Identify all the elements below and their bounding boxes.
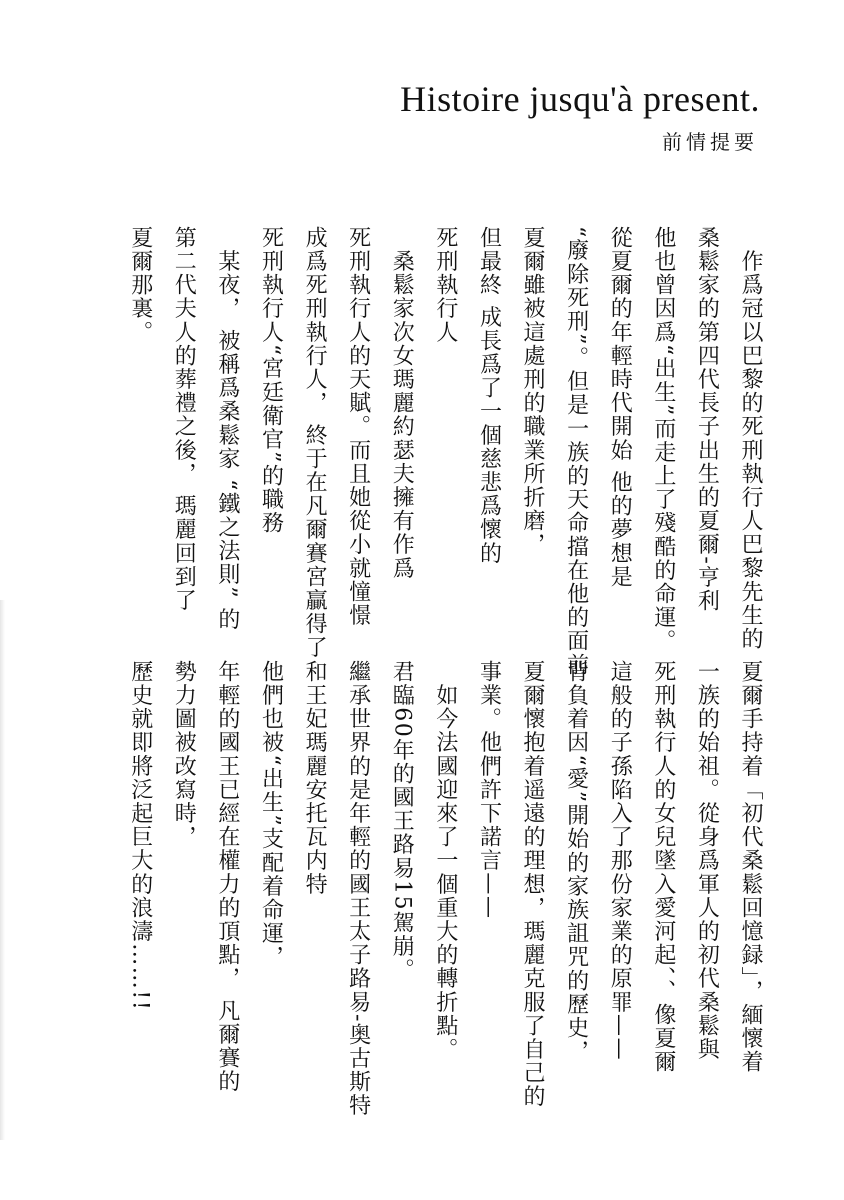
text-line: 夏爾手持着「初代桑鬆回憶録」，緬懷着 xyxy=(738,660,763,1074)
text-line: 勢力圖被改寫時， xyxy=(171,660,197,849)
text-line: 從夏爾的年輕時代開始 他的夢想是 xyxy=(607,226,633,589)
text-line: 死刑執行人的天賦。而且她從小就憧憬 xyxy=(345,226,371,628)
text-line: 事業。他們許下諾言—— xyxy=(476,660,502,920)
text-block-bottom xyxy=(118,660,772,1118)
text-line: 某夜， 被稱爲桑鬆家 “鐵之法則” 的 xyxy=(214,226,240,632)
text-line: 這般的子孫陷入了那份家業的原罪—— xyxy=(607,660,633,1062)
text-line: 死刑執行人“宮廷衛官”的職務 xyxy=(258,226,284,535)
text-line: 和王妃瑪麗安托瓦内特 xyxy=(302,660,328,896)
text-line: 一族的始祖。從身爲軍人的初代桑鬆與 xyxy=(694,660,720,1062)
text-line: 桑鬆家次女瑪麗約瑟夫擁有作爲 xyxy=(389,226,415,580)
text-line: 死刑執行人的女兒墜入愛河起、、像夏爾 xyxy=(650,660,676,1074)
text-line: 成爲死刑執行人， 終于在凡爾賽宮贏得了 xyxy=(302,226,328,660)
text-line: 死刑執行人 xyxy=(432,226,458,344)
text-line: 背負着因“愛”開始的家族詛咒的歷史， xyxy=(563,660,589,1064)
text-line: 作爲冠以巴黎的死刑執行人巴黎先生的 xyxy=(738,226,763,651)
page-title: Histoire jusqu'à present. xyxy=(400,79,760,119)
text-line: “廢除死刑”。但是一族的天命擋在他的面前 xyxy=(563,226,589,677)
text-block-top xyxy=(118,226,772,677)
text-line: 年輕的國王已經在權力的頂點， 凡爾賽的 xyxy=(214,660,240,1094)
text-line: 夏爾懷抱着遥遠的理想，瑪麗克服了自己的 xyxy=(520,660,546,1109)
text-line: 桑鬆家的第四代長子出生的夏爾-亨利 xyxy=(694,226,720,613)
text-line: 第二代夫人的葬禮之後， 瑪麗回到了 xyxy=(171,226,197,613)
text-line: 但最終 成長爲了一個慈悲爲懷的 xyxy=(476,226,502,565)
page-edge-shadow xyxy=(0,600,5,1140)
text-line: 他們也被“出生”支配着命運， xyxy=(258,660,284,969)
text-line: 他也曾因爲“出生”而走上了殘酷的命運。 xyxy=(650,226,676,653)
text-line: 君臨60年的國王路易15駕崩。 xyxy=(389,660,415,982)
text-line: 繼承世界的是年輕的國王太子路易-奥古斯特 xyxy=(345,660,371,1118)
page-subtitle: 前情提要 xyxy=(662,130,758,154)
text-line: 歷史就即將泛起巨大的浪濤……!! xyxy=(127,660,153,1012)
text-line: 如今法國迎來了一個重大的轉折點。 xyxy=(432,660,458,1062)
text-line: 夏爾雖被這處刑的職業所折磨， xyxy=(520,226,546,557)
text-line: 夏爾那裏。 xyxy=(127,226,153,344)
